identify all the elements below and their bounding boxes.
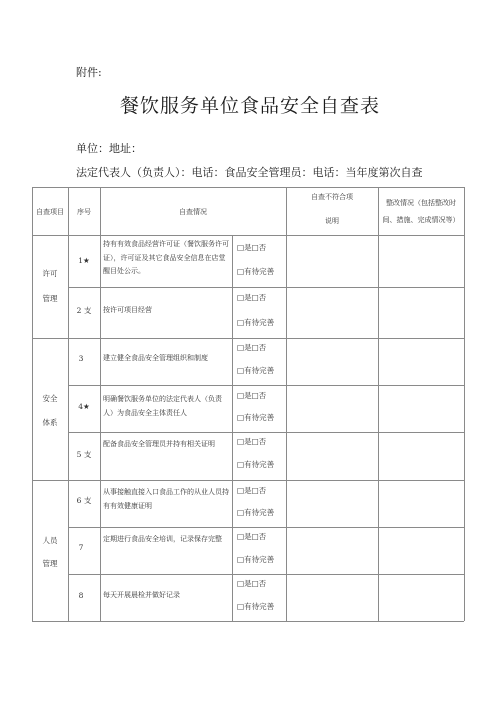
checkbox-to-improve[interactable]: □有待完善 (237, 318, 275, 327)
item-number: 8 (78, 591, 84, 600)
checkbox-to-improve[interactable]: □有待完善 (237, 460, 275, 469)
item-number: 7 (78, 543, 84, 552)
item-number: 5 支 (76, 450, 92, 459)
category-personnel-line2: 管理 (42, 559, 58, 568)
unit-address-line: 单位：地址： (76, 142, 142, 155)
contact-line: 法定代表人（负责人）：电话：食品安全管理员：电话：当年度第次自查 (76, 166, 423, 179)
header-rectification-line1: 整改情况（包括整改时 (386, 199, 456, 207)
category-license-line1: 许可 (42, 269, 58, 278)
item-description: 每天开展晨检并做好记录 (103, 591, 180, 599)
item-description: 定期进行食品安全培训，记录保存完整 (103, 535, 222, 543)
item-description: 从事接触直接入口食品工作的从业人员持有有效健康证明 (103, 488, 229, 510)
header-self-check-project: 自查项目 (36, 208, 64, 216)
item-description: 持有有效食品经营许可证（餐饮服务许可证），许可证及其它食品安全信息在店堂醒目处公示。 (103, 240, 229, 276)
category-license-line2: 管理 (42, 294, 58, 303)
attachment-label: 附件: (76, 66, 102, 79)
item-number: 3 (78, 354, 84, 363)
item-number: 1★ (78, 256, 90, 265)
header-rectification-line2: 间、措施、完成情况等） (382, 216, 460, 224)
category-personnel-line1: 人员 (42, 536, 58, 545)
checkbox-yes-no[interactable]: □是□否 (237, 437, 267, 446)
item-description: 建立健全食品安全管理组织和制度 (103, 354, 208, 362)
checkbox-to-improve[interactable]: □有待完善 (237, 267, 275, 276)
header-serial-no: 序号 (77, 208, 91, 216)
checkbox-to-improve[interactable]: □有待完善 (237, 366, 275, 375)
checkbox-yes-no[interactable]: □是□否 (237, 532, 267, 541)
header-noncompliance: 自查不符合项 (311, 193, 353, 201)
item-description: 配备食品安全管理员并持有相关证明 (103, 440, 215, 448)
item-number: 4★ (78, 402, 90, 411)
checkbox-to-improve[interactable]: □有待完善 (237, 555, 275, 564)
checkbox-to-improve[interactable]: □有待完善 (237, 602, 275, 611)
header-self-check-status: 自查情况 (179, 208, 207, 216)
checkbox-yes-no[interactable]: □是□否 (237, 243, 267, 252)
checkbox-yes-no[interactable]: □是□否 (237, 343, 267, 352)
checkbox-yes-no[interactable]: □是□否 (237, 391, 267, 400)
checkbox-to-improve[interactable]: □有待完善 (237, 508, 275, 517)
item-number: 2 支 (76, 306, 92, 315)
checkbox-yes-no[interactable]: □是□否 (237, 293, 267, 302)
item-description: 明确餐饮服务单位的法定代表人（负责人）为食品安全主体责任人 (103, 395, 222, 417)
page-title: 餐饮服务单位食品安全自查表 (119, 95, 380, 117)
category-safety-line1: 安全 (42, 394, 58, 403)
checkbox-yes-no[interactable]: □是□否 (237, 579, 267, 588)
checkbox-to-improve[interactable]: □有待完善 (237, 413, 275, 422)
header-noncompliance-note: 说明 (325, 217, 339, 225)
checkbox-yes-no[interactable]: □是□否 (237, 486, 267, 495)
item-number: 6 支 (76, 496, 92, 505)
category-safety-line2: 体系 (42, 418, 58, 427)
item-description: 按许可项目经营 (103, 306, 152, 314)
